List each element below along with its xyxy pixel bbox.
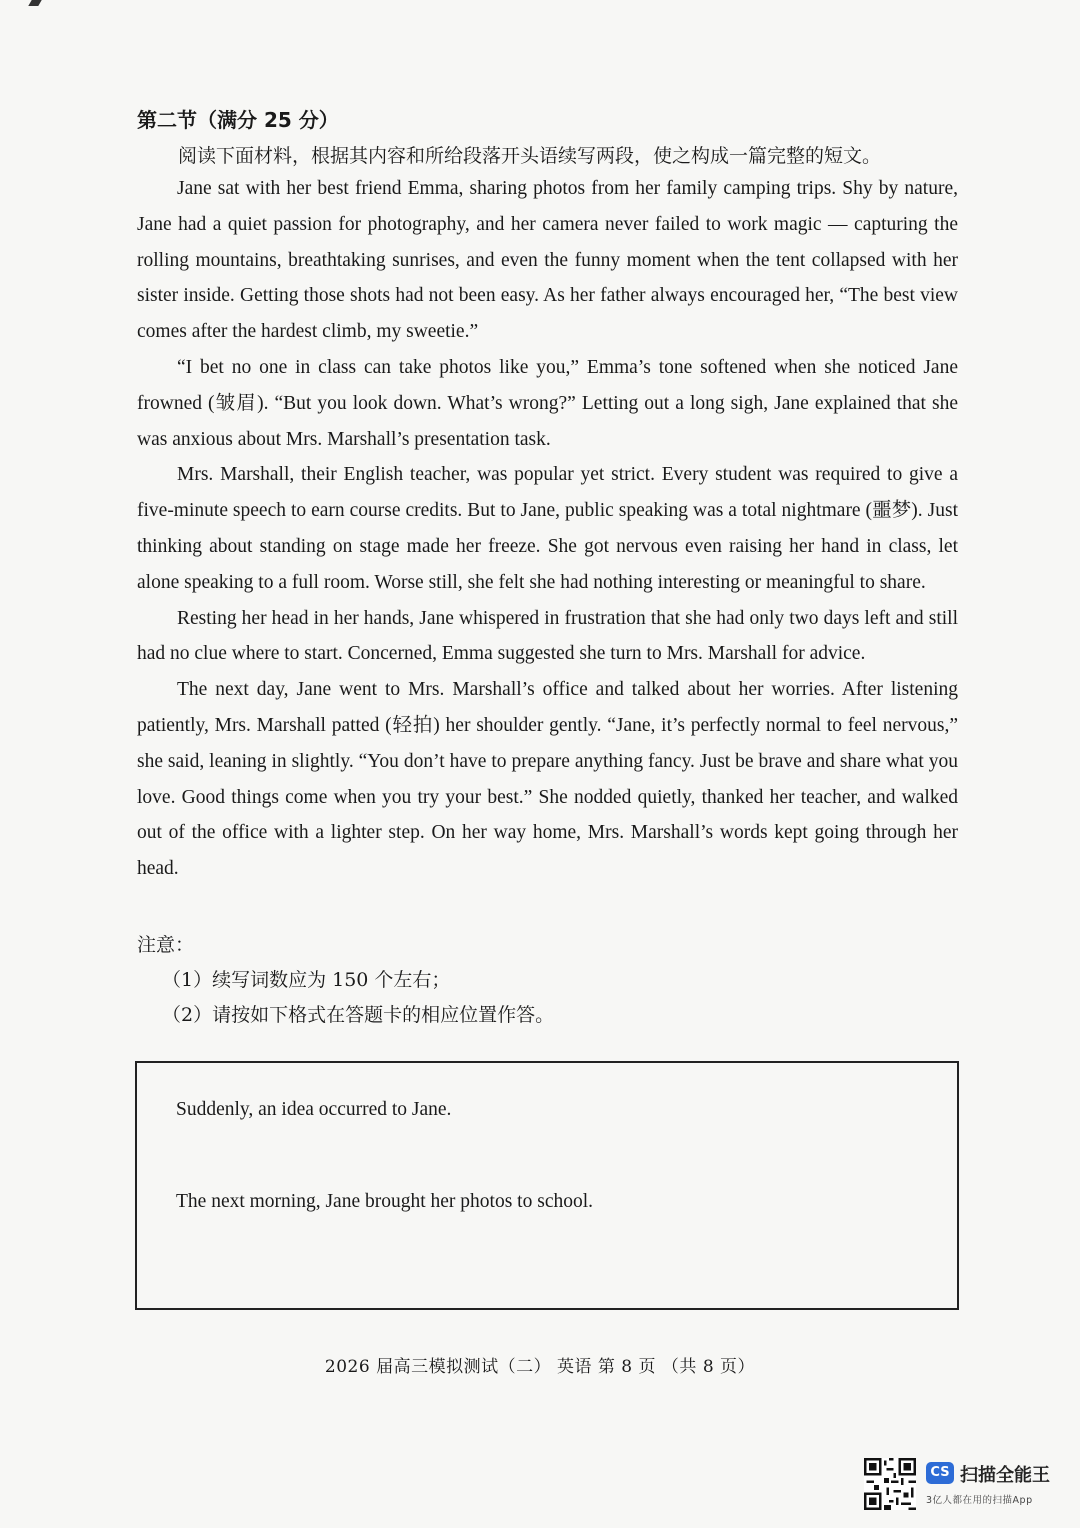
passage-paragraph-2: “I bet no one in class can take photos like you,” Emma’s tone softened when she noticed Jane frowned (皱眉). “But you look down. What’s wrong?” Letting out a long sigh, Jane explained that she was anxious about Mrs. Marshall’s presentation task. bbox=[137, 356, 958, 450]
qr-code-icon bbox=[864, 1458, 916, 1510]
passage-paragraph-3: Mrs. Marshall, their English teacher, was popular yet strict. Every student was required to give a five-minute speech to earn course credits. But to Jane, public speaking was a total nightmare (噩梦). Just thinking about standing on stage made her freeze. She got nervous even raising her hand in class, let alone speaking to a full room. Worse still, she felt she had nothing interesting or meaningful to share. bbox=[137, 464, 958, 593]
page-footer: 2026 届高三模拟测试（二） 英语 第 8 页 （共 8 页） bbox=[324, 1357, 756, 1377]
reading-passage bbox=[137, 171, 958, 887]
watermark-brand: 扫描全能王 bbox=[960, 1465, 1050, 1486]
watermark-tagline: 3亿人都在用的扫描App bbox=[926, 1495, 1033, 1506]
passage-paragraph-4: Resting her head in her hands, Jane whispered in frustration that she had only two days left and still had no clue where to start. Concerned, Emma suggested she turn to Mrs. Marshall for advice. bbox=[137, 607, 958, 665]
note-item-2: （2）请按如下格式在答题卡的相应位置作答。 bbox=[162, 1004, 555, 1026]
notes-heading: 注意： bbox=[137, 934, 195, 956]
passage-paragraph-1: Jane sat with her best friend Emma, sharing photos from her family camping trips. Shy by nature, Jane had a quiet passion for photography, and her camera never failed to work magic — capturing the rolling mountains, breathtaking sunrises, and even the funny moment when the tent collapsed with her sister inside. Getting those shots had not been easy. As her father always encouraged her, “The best view comes after the hardest climb, my sweetie.” bbox=[137, 178, 958, 343]
paragraph-opener-1: Suddenly, an idea occurred to Jane. bbox=[176, 1099, 452, 1120]
notes-section bbox=[137, 928, 554, 1033]
section-title: 第二节（满分 25 分） bbox=[137, 108, 339, 132]
instruction-text: 阅读下面材料，根据其内容和所给段落开头语续写两段，使之构成一篇完整的短文。 bbox=[178, 145, 882, 167]
cs-logo-icon: CS bbox=[926, 1462, 954, 1484]
note-item-1: （1）续写词数应为 150 个左右； bbox=[162, 969, 451, 991]
corner-mark bbox=[28, 0, 41, 6]
paragraph-opener-2: The next morning, Jane brought her photos to school. bbox=[176, 1191, 594, 1212]
passage-paragraph-5: The next day, Jane went to Mrs. Marshall’s office and talked about her worries. After listening patiently, Mrs. Marshall patted (轻拍) her shoulder gently. “Jane, it’s perfectly normal to feel nervous,” she said, leaning in slightly. “You don’t have to prepare anything fancy. Just be brave and share what you love. Good things come when you try your best.” She nodded quietly, thanked her teacher, and walked out of the office with a lighter step. On her way home, Mrs. Marshall’s words kept going through her head. bbox=[137, 679, 958, 880]
answer-format-box bbox=[135, 1061, 959, 1310]
scanner-watermark bbox=[864, 1458, 1064, 1510]
